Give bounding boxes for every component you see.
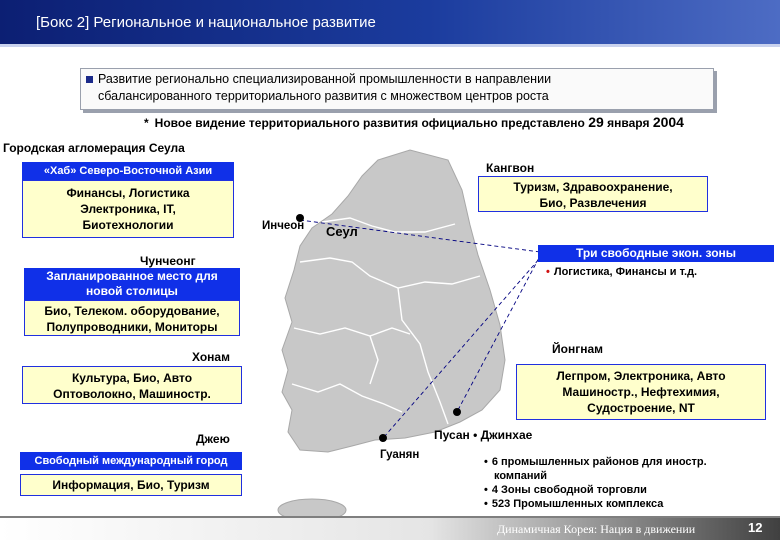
- busan-dot: [453, 408, 461, 416]
- chungcheong-header-line: Запланированное место для: [46, 269, 218, 283]
- stat-text: 6 промышленных районов для иностр.: [491, 456, 707, 468]
- note-year: 2004: [652, 114, 684, 130]
- jeju-line: Информация, Био, Туризм: [52, 478, 210, 492]
- city-seoul: Сеул: [326, 224, 358, 239]
- jeju-box: [20, 474, 242, 496]
- honam-line: Оптоволокно, Машиностр.: [53, 387, 211, 401]
- honam-box: [22, 366, 242, 404]
- honam-title: Хонам: [192, 350, 230, 364]
- korea-mainland-shape: [282, 150, 505, 452]
- gangwon-box: [478, 176, 708, 212]
- bullet-icon: •: [484, 456, 488, 468]
- jeju-title: Джею: [196, 432, 230, 446]
- seoul-industry-line: Биотехнологии: [82, 218, 174, 232]
- city-gwangyang: Гуанян: [380, 449, 420, 461]
- city-busan: Пусан • Джинхае: [434, 428, 533, 442]
- hub-header: «Хаб» Северо-Восточной Азии: [22, 162, 234, 180]
- footer-text: Динамичная Корея: Нация в движении: [497, 522, 696, 536]
- chungcheong-line: Био, Телеком. оборудование,: [44, 304, 220, 318]
- jeju-header: Свободный международный город: [20, 452, 242, 470]
- red-bullet-icon: •: [546, 266, 550, 278]
- bullet-line-2: сбалансированного территориального развития с множеством центров роста: [98, 89, 549, 103]
- chungcheong-title: Чунчеонг: [140, 254, 196, 268]
- stat-item-1: [484, 456, 707, 468]
- yeongnam-line: Легпром, Электроника, Авто: [556, 369, 726, 383]
- bullet-icon: •: [484, 498, 488, 510]
- fez-bullet-text: Логистика, Финансы и т.д.: [553, 266, 698, 278]
- stat-item-1-cont: компаний: [494, 470, 548, 482]
- chungcheong-line: Полупроводники, Мониторы: [46, 320, 218, 334]
- seoul-industry-line: Финансы, Логистика: [66, 186, 190, 200]
- seoul-industry-line: Электроника, IT,: [80, 202, 176, 216]
- honam-line: Культура, Био, Авто: [71, 371, 193, 385]
- yeongnam-box: [516, 364, 766, 420]
- note-text: Новое видение территориального развития официально представлено: [154, 116, 585, 130]
- footer-rule: [0, 516, 780, 518]
- city-incheon: Инчеон: [262, 220, 305, 232]
- stat-text: 523 Промышленных комплекса: [491, 498, 664, 510]
- chungcheong-box: [24, 300, 240, 336]
- yeongnam-line: Судостроение, NT: [587, 401, 695, 415]
- gwangyang-dot: [379, 434, 387, 442]
- yeongnam-line: Машиностр., Нефтехимия,: [562, 385, 720, 399]
- gangwon-title: Кангвон: [486, 161, 535, 175]
- fez-header: Три свободные экон. зоны: [538, 245, 774, 262]
- bullet-icon: •: [484, 484, 488, 496]
- stat-text: 4 Зоны свободной торговли: [491, 484, 647, 496]
- note-star: *: [144, 116, 149, 130]
- page-number: 12: [748, 520, 763, 535]
- seoul-industries-box: [22, 180, 234, 238]
- fez-bullet: [546, 266, 697, 278]
- chungcheong-header-line: новой столицы: [86, 284, 178, 298]
- note-month: января: [607, 116, 650, 130]
- stat-item-3: [484, 498, 663, 510]
- stat-item-2: [484, 484, 647, 496]
- chungcheong-header: [24, 268, 240, 300]
- bullet-line-1: Развитие регионально специализированной промышленности в направлении: [98, 72, 552, 86]
- yeongnam-title: Йонгнам: [552, 342, 603, 356]
- note-day: 29: [588, 114, 604, 130]
- gangwon-line: Туризм, Здравоохранение,: [513, 180, 673, 194]
- gangwon-line: Био, Развлечения: [539, 196, 647, 210]
- seoul-area-title: Городская агломерация Сеула: [3, 141, 185, 155]
- slide-title: [Бокс 2] Региональное и национальное развитие: [36, 14, 376, 31]
